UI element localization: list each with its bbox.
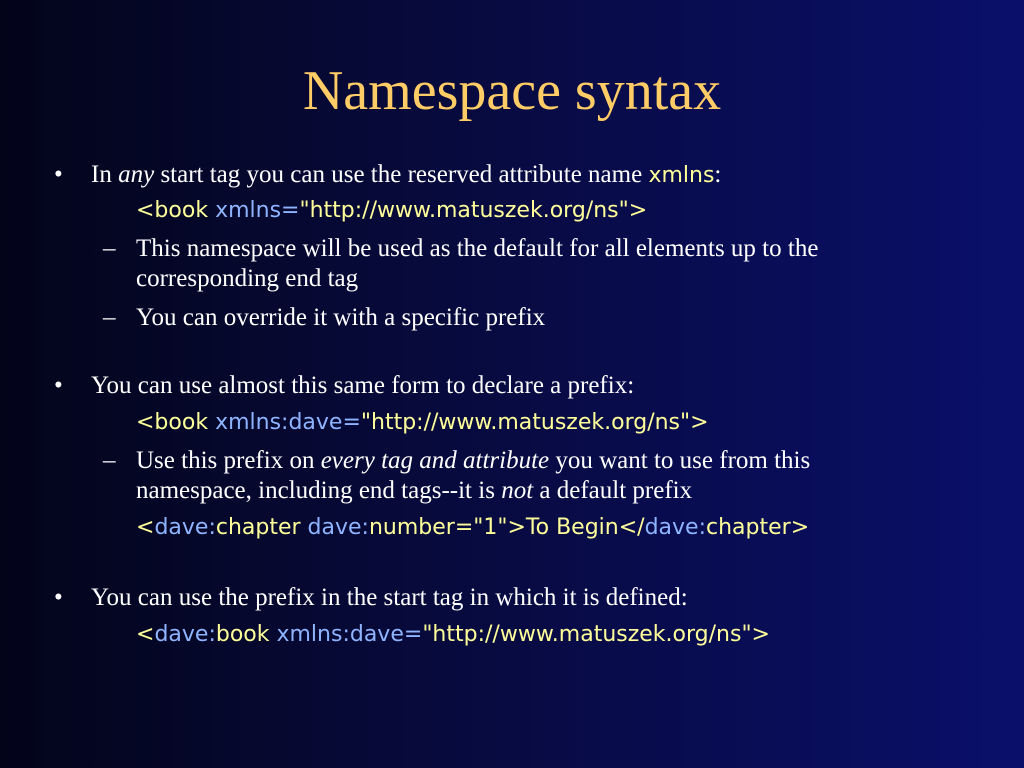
code-attr: number="1">To Begin</ [368,515,645,540]
emphasis: every tag and attribute [320,447,550,474]
emphasis: any [118,161,155,188]
code-prefix: dave: [644,515,707,540]
code-tag: chapter [215,515,308,540]
text-fragment: In [91,161,119,188]
text-fragment: a default prefix [533,477,693,504]
code-attr: xmlns:dave= [276,622,423,647]
code-tag: chapter> [706,515,810,540]
bullet-3-text: You can use the prefix in the start tag in which it is defined: [91,584,688,611]
sub-bullet-3-line-2 [136,476,692,506]
text-fragment: you want to use from this [549,447,811,474]
bullet-1-text [91,160,721,191]
dash-marker: – [103,447,116,474]
code-prefix: dave: [307,515,369,540]
code-value: "http://www.matuszek.org/ns"> [360,410,709,435]
code-tag: <book [136,198,216,223]
sub-bullet-1-line-2: corresponding end tag [136,265,359,292]
code-line-3 [136,513,809,543]
bullet-2-text: You can use almost this same form to declare a prefix: [91,372,635,399]
text-fragment: start tag you can use the reserved attribute name [154,161,649,188]
code-prefix: dave: [154,622,216,647]
code-tag: book [215,622,277,647]
code-value: "http://www.matuszek.org/ns"> [422,622,770,647]
code-line-1 [136,196,647,226]
slide-title: Namespace syntax [302,60,722,122]
text-fragment: Use this prefix on [136,447,321,474]
code-line-2 [136,408,709,438]
bullet-marker: • [54,372,63,399]
text-fragment: : [714,161,722,188]
sub-bullet-1-line-1: This namespace will be used as the default for all elements up to the [136,235,819,262]
code-value: "http://www.matuszek.org/ns"> [299,198,648,223]
bullet-marker: • [54,161,63,188]
code-attr: xmlns= [215,198,300,223]
code-attr: xmlns:dave= [215,410,361,435]
code-bracket: < [136,515,155,540]
keyword: xmlns [648,163,715,188]
text-fragment: namespace, including end tags--it is [136,477,502,504]
code-bracket: < [136,622,155,647]
code-line-4 [136,620,770,650]
dash-marker: – [103,235,116,262]
dash-marker: – [103,304,116,331]
sub-bullet-2: You can override it with a specific prefix [136,304,546,331]
code-tag: <book [136,410,216,435]
bullet-marker: • [54,584,63,611]
code-prefix: dave: [154,515,216,540]
emphasis: not [501,477,534,504]
sub-bullet-3-line-1 [136,446,810,476]
